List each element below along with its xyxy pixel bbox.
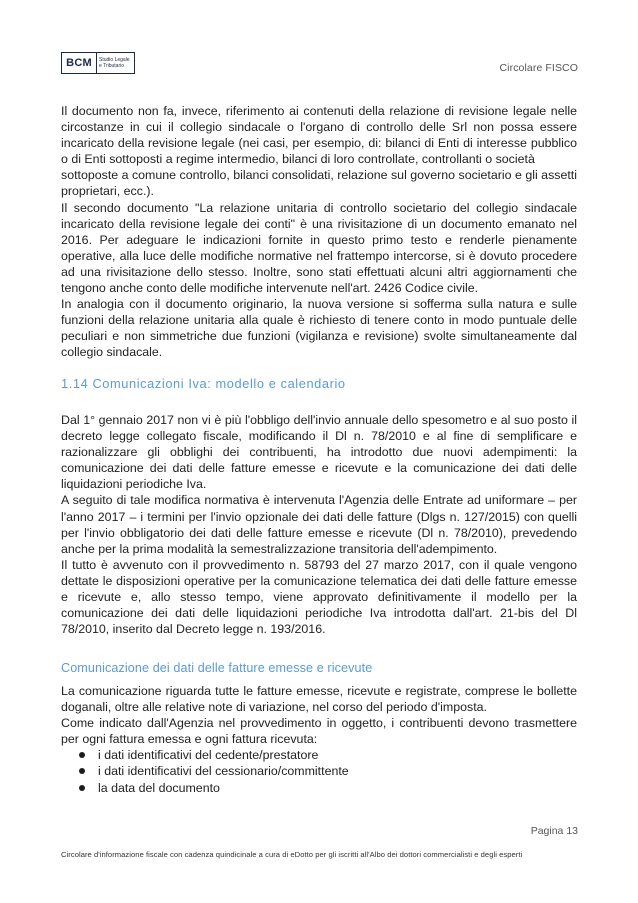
paragraph: La comunicazione riguarda tutte le fatture emesse, ricevute e registrate, comprese le bollette doganali, oltre alle relative note di variazione, nel corso del periodo d'imposta. [61,684,577,715]
bullet-dot-icon [79,752,85,758]
bullet-dot-icon [79,785,85,791]
paragraph: In analogia con il documento originario, la nuova versione si sofferma sulla natura e sulle funzioni della relazione unitaria alla quale è richiesto di tenere conto in modo puntuale delle peculiari e non simmetriche due funzioni (vigilanza e revisione) svolte simultaneamente dal collegio sindacale. [61,297,577,360]
paragraph: Come indicato dall'Agenzia nel provvedimento in oggetto, i contribuenti devono trasmettere per ogni fattura emessa e ogni fattura ricevuta: [61,716,577,747]
bullet-text: i dati identificativi del cessionario/committente [98,764,349,779]
logo-text [97,53,134,73]
bullet-list [61,747,577,795]
logo-mark: BCM [62,53,97,73]
bullet-text: la data del documento [98,780,220,795]
subsection-heading: Comunicazione dei dati delle fatture emesse e ricevute [61,661,373,675]
section-text-block [61,412,577,637]
bullet-text: i dati identificativi del cedente/prestatore [98,748,319,763]
intro-text-block [61,103,577,361]
paragraph: A seguito di tale modifica normativa è intervenuta l'Agenzia delle Entrate ad uniformare – per l'anno 2017 – i termini per l'invio opzionale dei dati delle fatture (Dlgs n. 127/2015) con quelli per l'invio obbligatorio dei dati delle fatture emesse e ricevute (Dl n. 78/2010), prevedendo anche per la prima modalità la semestralizzazione transitoria dell'adempimento. [61,493,577,556]
bullet-item [61,780,577,796]
paragraph: Dal 1° gennaio 2017 non vi è più l'obbligo dell'invio annuale dello spesometro e al suo posto il decreto legge collegato fiscale, modificando il Dl n. 78/2010 e al fine di semplificare e razionalizzare gli obblighi dei contribuenti, ha introdotto due nuovi adempimenti: la comunicazione dei dati delle fatture emesse e ricevute e la comunicazione dei dati delle liquidazioni periodiche Iva. [61,413,577,492]
subsection-text-block [61,683,577,796]
bullet-item [61,747,577,763]
bullet-item [61,763,577,779]
section-heading: 1.14 Comunicazioni Iva: modello e calendario [61,376,346,391]
logo-line-2: e Tributario [99,63,125,69]
paragraph: sottoposte a comune controllo, bilanci consolidati, relazione sul governo societario e gli assetti proprietari, ecc.). [61,168,577,199]
logo-line-1: Studio Legale [99,57,130,63]
header-label: Circolare FISCO [499,62,578,74]
page-number: Pagina 13 [530,825,578,837]
bullet-dot-icon [79,768,85,774]
company-logo [61,52,135,74]
paragraph: Il secondo documento "La relazione unitaria di controllo societario del collegio sindacale incaricato della revisione legale dei conti" è una rivisitazione di un documento emanato nel 2016. Per adeguare le indicazioni fornite in questo primo testo e renderle pienamente operative, alla luce delle modifiche normative nel frattempo intercorse, si è dovuto procedere ad una rivisitazione dello stesso. Inoltre, sono stati effettuati alcuni altri aggiornamenti che tengono anche conto delle modifiche intervenute nell'art. 2426 Codice civile. [61,200,577,296]
page-footer: Circolare d'informazione fiscale con cadenza quindicinale a cura di eDotto per gli iscritti all'Albo dei dottori commercialisti e degli esperti [61,850,523,859]
paragraph: Il tutto è avvenuto con il provvedimento n. 58793 del 27 marzo 2017, con il quale vengono dettate le disposizioni operative per la comunicazione telematica dei dati delle fatture emesse e ricevute e, allo stesso tempo, viene approvato definitivamente il modello per la comunicazione dei dati delle liquidazioni periodiche Iva introdotta dall'art. 21-bis del Dl 78/2010, inserito dal Decreto legge n. 193/2016. [61,557,577,637]
paragraph: Il documento non fa, invece, riferimento ai contenuti della relazione di revisione legale nelle circostanze in cui il collegio sindacale o l'organo di controllo delle Srl non possa essere incaricato della revisione legale (nei casi, per esempio, di: bilanci di Enti di interesse pubblico o di Enti sottoposti a regime intermedio, bilanci di loro controllate, controllanti o società [61,104,577,167]
